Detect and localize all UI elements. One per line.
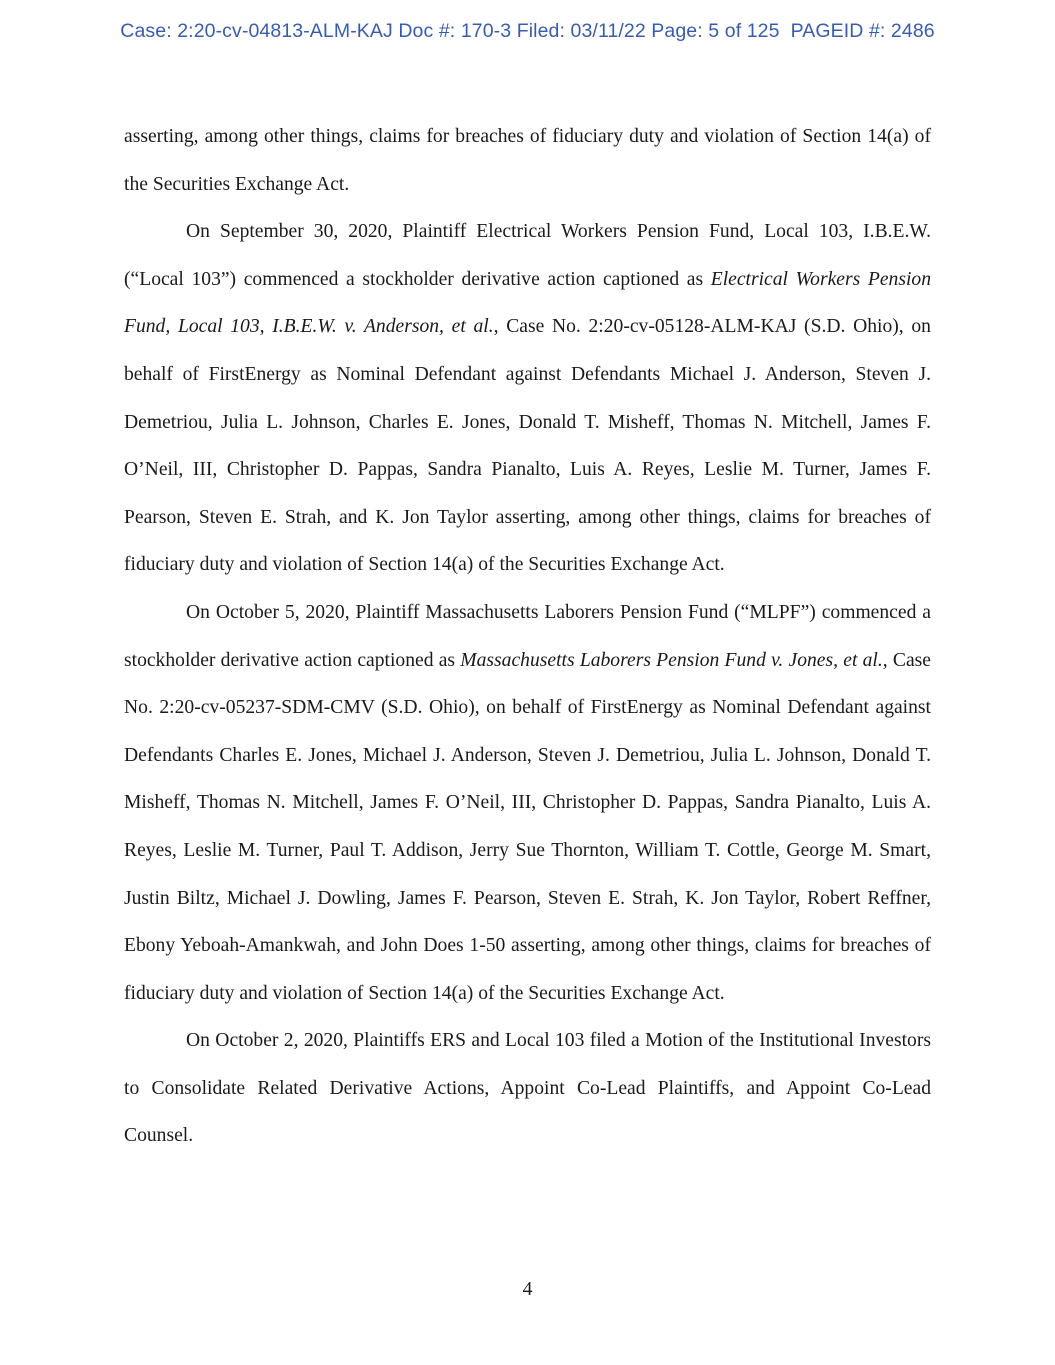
paragraph-continuation: asserting, among other things, claims for breaches of fiduciary duty and violation of Section 14(a) of the Securities Exchange Act. [124, 126, 931, 195]
paragraph-mlpf [124, 589, 931, 1017]
page-number: 4 [522, 1279, 533, 1300]
paragraph-motion: On October 2, 2020, Plaintiffs ERS and Local 103 filed a Motion of the Institutional Investors to Consolidate Related Derivative Actions, Appoint Co-Lead Plaintiffs, and Appoint Co-Lead Counsel. [124, 1030, 931, 1147]
case-caption-italic: Electrical Workers Pension Fund, Local 103, I.B.E.W. v. Anderson, et al. [124, 268, 931, 338]
paragraph-text: On October 5, 2020, Plaintiff Massachusetts Laborers Pension Fund (“MLPF”) commenced a stockholder derivative action captioned as [124, 601, 931, 671]
paragraph-text: , Case No. 2:20-cv-05237-SDM-CMV (S.D. Ohio), on behalf of FirstEnergy as Nominal Defendant against Defendants Charles E. Jones, Michael J. Anderson, Steven J. Demetriou, Julia L. Johnson, Donald T. Misheff, Thomas N. Mitchell, James F. O’Neil, III, Christopher D. Pappas, Sandra Pianalto, Luis A. Reyes, Leslie M. Turner, Paul T. Addison, Jerry Sue Thornton, William T. Cottle, George M. Smart, Justin Biltz, Michael J. Dowling, James F. Pearson, Steven E. Strah, K. Jon Taylor, Robert Reffner, Ebony Yeboah-Amankwah, and John Does 1-50 asserting, among other things, claims for breaches of fiduciary duty and violation of Section 14(a) of the Securities Exchange Act. [124, 649, 932, 1004]
paragraph-text: On September 30, 2020, Plaintiff Electrical Workers Pension Fund, Local 103, I.B.E.W. (“Local 103”) commenced a stockholder derivative action captioned as [124, 221, 931, 290]
paragraph-local-103 [124, 208, 931, 589]
document-body [124, 113, 931, 1160]
case-caption-italic: Massachusetts Laborers Pension Fund v. Jones, et al. [460, 649, 883, 671]
case-header-stamp: Case: 2:20-cv-04813-ALM-KAJ Doc #: 170-3 Filed: 03/11/22 Page: 5 of 125 PAGEID #: 2486 [120, 20, 935, 42]
paragraph-text: , Case No. 2:20-cv-05128-ALM-KAJ (S.D. Ohio), on behalf of FirstEnergy as Nominal Defendant against Defendants Michael J. Anderson, Steven J. Demetriou, Julia L. Johnson, Charles E. Jones, Donald T. Misheff, Thomas N. Mitchell, James F. O’Neil, III, Christopher D. Pappas, Sandra Pianalto, Luis A. Reyes, Leslie M. Turner, James F. Pearson, Steven E. Strah, and K. Jon Taylor asserting, among other things, claims for breaches of fiduciary duty and violation of Section 14(a) of the Securities Exchange Act. [124, 316, 931, 576]
